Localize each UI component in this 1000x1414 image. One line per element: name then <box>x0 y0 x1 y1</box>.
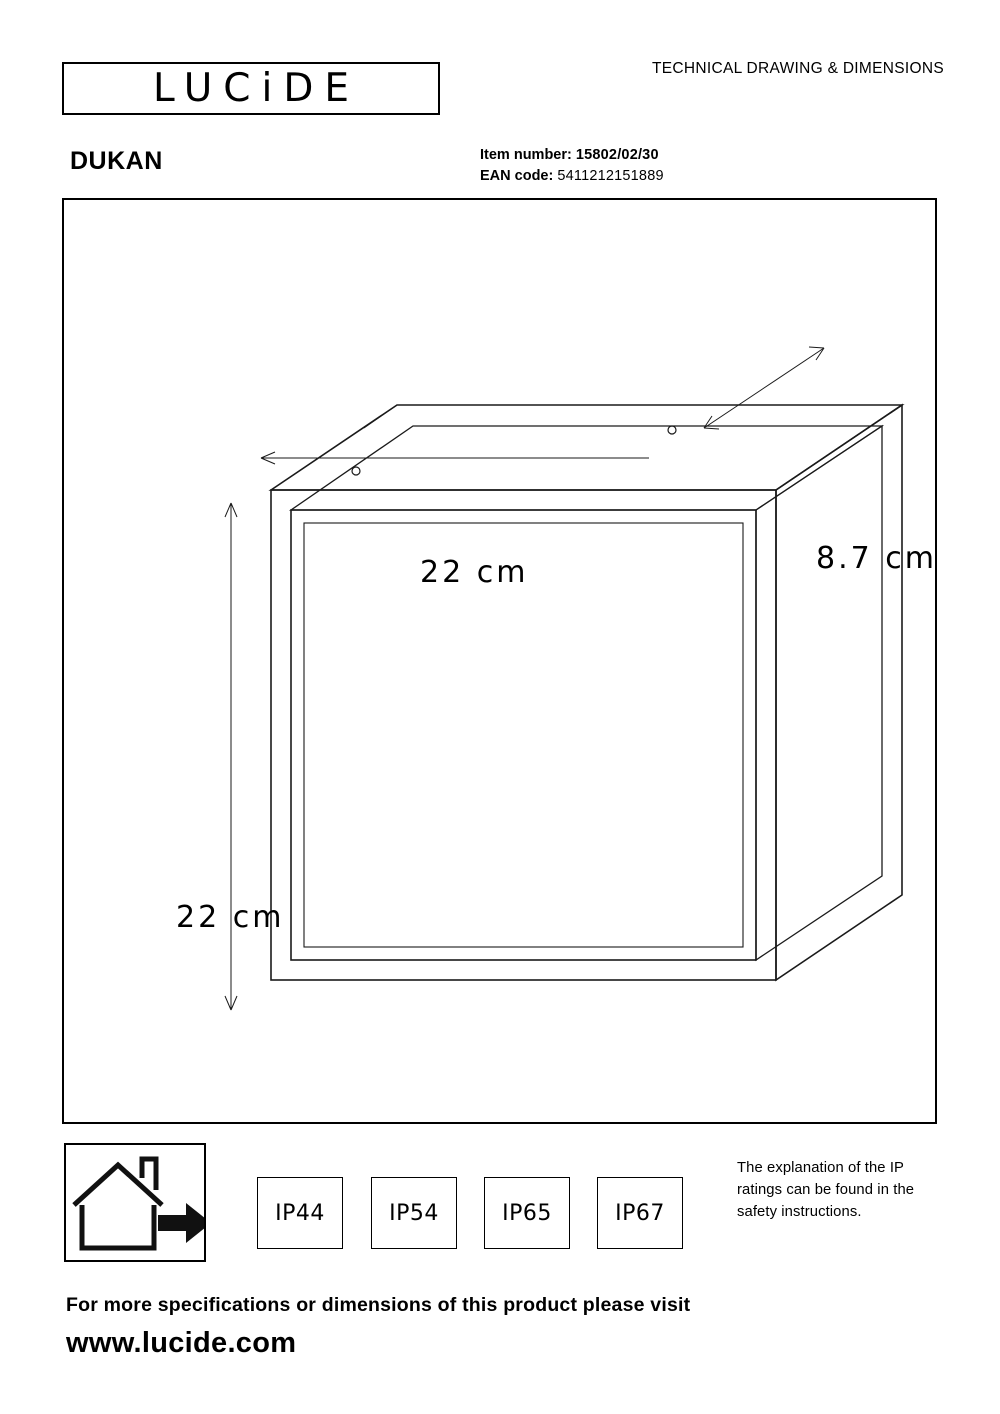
document-type-title: TECHNICAL DRAWING & DIMENSIONS <box>651 60 944 77</box>
ean-label: EAN code: <box>480 168 554 184</box>
footer-cta-text: For more specifications or dimensions of this product please visit <box>66 1294 691 1316</box>
ip-rating-ip65[interactable]: IP65 <box>484 1177 570 1249</box>
item-number-label: Item number: <box>480 147 572 163</box>
brand-logo <box>62 62 440 115</box>
dimension-depth-label: 8.7 cm <box>816 541 937 576</box>
item-number-value: 15802/02/30 <box>575 147 659 163</box>
technical-drawing-frame <box>62 198 937 1124</box>
product-identifiers <box>480 145 664 187</box>
indoor-outdoor-icon-box <box>64 1143 206 1262</box>
brand-logo-text: LUCiDE <box>152 66 361 111</box>
page-title: DUKAN <box>70 147 163 175</box>
house-icon <box>66 1145 204 1260</box>
ip-rating-ip44[interactable]: IP44 <box>257 1177 343 1249</box>
ean-row <box>480 166 664 187</box>
item-number-row <box>480 145 664 166</box>
dimension-width-label: 22 cm <box>420 555 529 590</box>
arrow-icon <box>158 1203 204 1243</box>
ip-rating-ip67[interactable]: IP67 <box>597 1177 683 1249</box>
footer-website-url[interactable]: www.lucide.com <box>66 1327 297 1359</box>
ip-explanation-note: The explanation of the IP ratings can be found in the safety instructions. <box>737 1160 915 1220</box>
product-technical-drawing <box>64 200 935 1122</box>
ip-rating-ip54[interactable]: IP54 <box>371 1177 457 1249</box>
dimension-height-label: 22 cm <box>176 900 285 935</box>
ean-value: 5411212151889 <box>557 168 664 184</box>
